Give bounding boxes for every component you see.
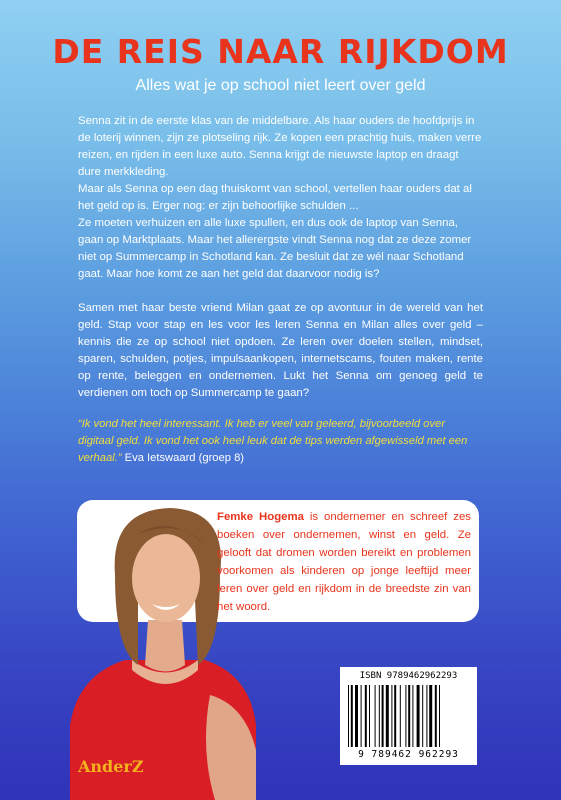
- quote-text: “Ik vond het heel interessant. Ik heb er veel van geleerd, bijvoorbeeld over digitaal geld. Ik vond het ook heel leuk dat de tips werden afgewisseld met een verhaal.”: [78, 418, 468, 464]
- book-title: DE REIS NAAR RIJKDOM: [52, 32, 509, 71]
- barcode-bar: [375, 685, 376, 747]
- blurb-paragraph-1: Senna zit in de eerste klas van de middelbare. Als haar ouders de hoofdprijs in de loterij winnen, zijn ze plotseling rijk. Ze kopen een prachtig huis, maken verre reizen, en rijden in een luxe auto. Senna krijgt de nieuwste laptop en draagt dure merkkleding.: [78, 115, 482, 178]
- barcode-bar: [408, 685, 410, 747]
- blurb-intro: [78, 113, 483, 283]
- quote-author: Eva Ietswaard (groep 8): [124, 452, 245, 464]
- barcode-bar: [400, 685, 401, 747]
- barcode-bar: [351, 685, 353, 747]
- barcode: [340, 667, 477, 765]
- barcode-bar: [365, 685, 367, 747]
- isbn-label: ISBN 9789462962293: [359, 671, 458, 681]
- barcode-bar: [429, 685, 432, 747]
- barcode-bar: [382, 685, 384, 747]
- reader-quote: [78, 416, 483, 467]
- barcode-bar: [348, 685, 349, 747]
- barcode-bar: [412, 685, 413, 747]
- blurb-paragraph-4: Samen met haar beste vriend Milan gaat ze op avontuur in de wereld van het geld. Stap voor stap en les voor les leren Senna en Milan alles over geld – kennis die ze op school niet opdoen. Ze leren over doelen stellen, mindset, sparen, schulden, potjes, impulsaankopen, internetscams, fouten maken, rente op rente, beleggen en ondernemen. Lukt het Senna om genoeg geld te verdienen om toch op Summercamp te gaan?: [78, 302, 483, 399]
- publisher-logo: AnderZ: [78, 757, 144, 776]
- barcode-bar: [426, 685, 427, 747]
- blurb-paragraph-2: Maar als Senna op een dag thuiskomt van school, vertellen haar ouders dat al het geld op is. Erger nog: er zijn behoorlijke schulden ...: [78, 183, 472, 212]
- barcode-bar: [379, 685, 380, 747]
- blurb-paragraph-3: Ze moeten verhuizen en alle luxe spullen, en dus ook de laptop van Senna, gaan op Marktplaats. Maar het allerergste vindt Senna nog dat ze deze zomer niet op Summercamp in Schotland kan. Ze besluit dat ze wél naar Schotland gaat. Maar hoe komt ze aan het geld dat daarvoor nodig is?: [78, 217, 472, 280]
- barcode-bar: [439, 685, 440, 747]
- barcode-bar: [391, 685, 392, 747]
- barcode-bar: [361, 685, 362, 747]
- author-bio: [217, 508, 471, 616]
- author-bio-text: is ondernemer en schreef zes boeken over ondernemen, winst en geld. Ze gelooft dat dromen worden bereikt en problemen voorkomen als kinderen op jonge leeftijd meer leren over geld en rijkdom in de breedste zin van het woord.: [217, 511, 472, 613]
- barcode-bar: [386, 685, 389, 747]
- barcode-bar: [417, 685, 420, 747]
- barcode-bar: [405, 685, 406, 747]
- barcode-bars: [348, 685, 469, 747]
- barcode-bar: [422, 685, 423, 747]
- barcode-bar: [355, 685, 358, 747]
- barcode-bar: [435, 685, 437, 747]
- isbn-digits: 9 789462 962293: [358, 749, 459, 760]
- book-subtitle: Alles wat je op school niet leert over geld: [135, 77, 426, 94]
- barcode-bar: [369, 685, 370, 747]
- barcode-bar: [394, 685, 396, 747]
- author-name: Femke Hogema: [217, 511, 304, 523]
